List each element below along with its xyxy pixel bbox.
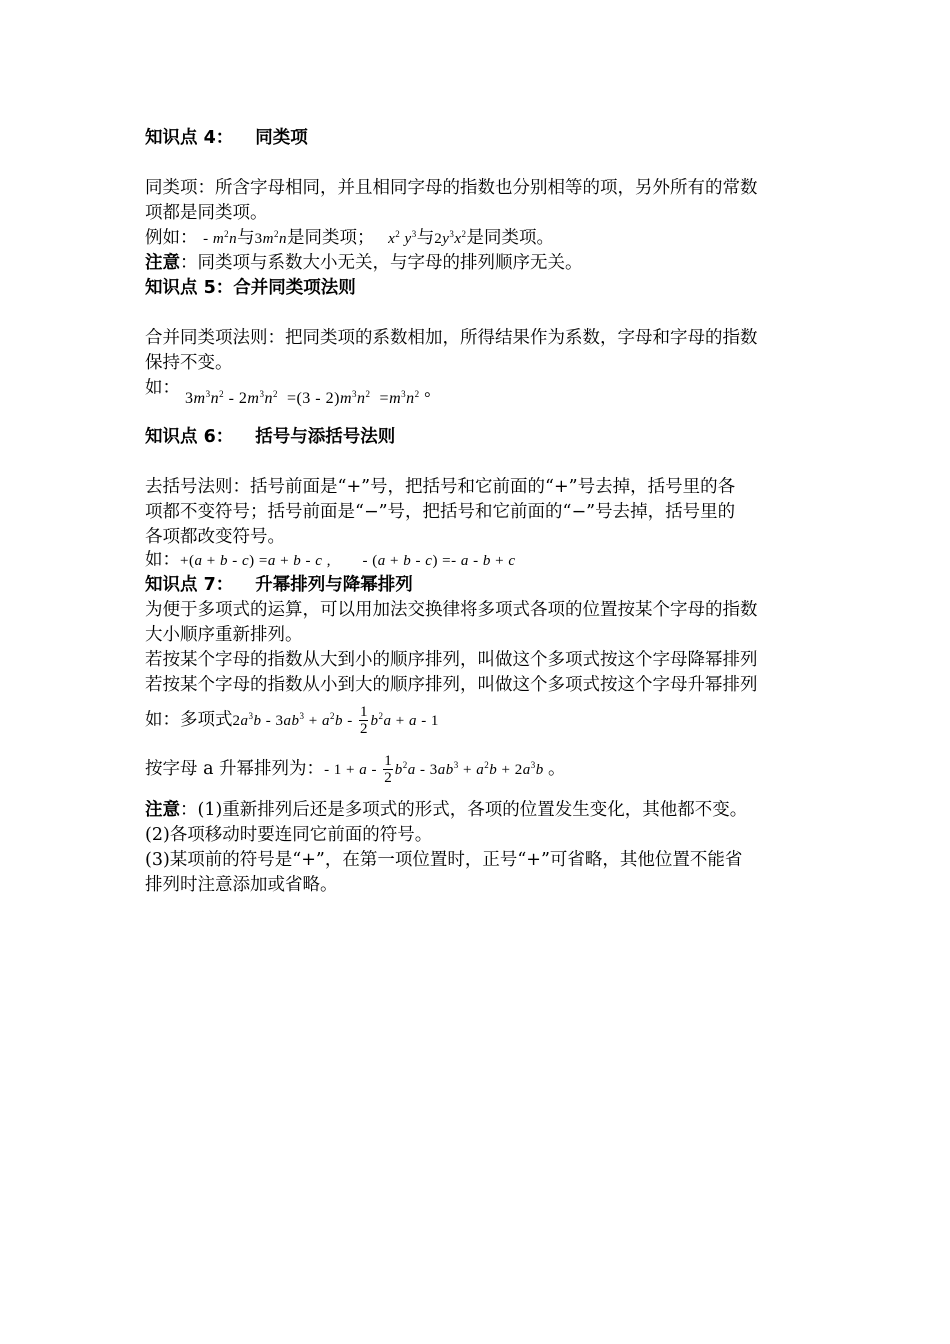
note-label: 注意: [145, 253, 180, 273]
k4-note: 注意：同类项与系数大小无关，与字母的排列顺序无关。: [145, 253, 583, 273]
k4-example: 例如： - $m^2n$与$3m^2n$是同类项； $x^2$ $y^3$与$2y^3x^2$是同类项。: [145, 228, 555, 248]
formula-remove-plus: +(a + b - c) =a + b - c ,: [180, 553, 331, 569]
formula-polynomial: $2a^3b - 3ab^3 + a^2b$ -: [232, 711, 357, 729]
k7-example: 如：多项式$2a^3b - 3ab^3 + a^2b$ - $\frac{1}{2}$ $b^2a + a - 1$: [145, 704, 439, 737]
formula-ascending: - 1 + a -: [324, 762, 382, 778]
k6-rule-line2: 项都不变符号；括号前面是“−”号，把括号和它前面的“−”号去掉，括号里的: [145, 502, 736, 522]
k5-example-prefix: 如：: [145, 378, 180, 398]
k6-rule-line1: 去括号法则：括号前面是“+”号，把括号和它前面的“+”号去掉，括号里的各: [145, 477, 736, 497]
k7-note3: (3)某项前的符号是“+”，在第一项位置时，正号“+”可省略，其他位置不能省: [145, 850, 743, 870]
note-label: 注意: [145, 800, 180, 820]
section-heading-k7: 知识点 7： 升幂排列与降幂排列: [145, 575, 413, 595]
section-heading-k4: [145, 126, 308, 150]
k7-note2: (2)各项移动时要连同它前面的符号。: [145, 825, 433, 845]
fraction-one-half: $\frac{1}{2}$: [359, 704, 368, 737]
k4-definition-line2: 项都是同类项。: [145, 203, 268, 223]
section-heading-k5: 知识点 5：合并同类项法则: [145, 278, 356, 298]
k5-rule-line2: 保持不变。: [145, 353, 233, 373]
heading-title: 同类项: [255, 128, 308, 148]
formula-term-d: $2y^3x^2$: [434, 229, 467, 247]
formula-term-b: $3m^2n$: [254, 229, 288, 247]
k7-intro-line1: 为便于多项式的运算，可以用加法交换律将多项式各项的位置按某个字母的指数: [145, 600, 758, 620]
example-prefix: 例如：: [145, 228, 198, 248]
formula-term-c: $x^2$ $y^3$: [388, 229, 417, 247]
formula-remove-minus: - (a + b - c) =- a - b + c: [362, 553, 516, 569]
k7-ascending-line: 若按某个字母的指数从小到大的顺序排列，叫做这个多项式按这个字母升幂排列: [145, 675, 758, 695]
k7-intro-line2: 大小顺序重新排列。: [145, 625, 303, 645]
k5-rule-line1: 合并同类项法则：把同类项的系数相加，所得结果作为系数，字母和字母的指数: [145, 328, 758, 348]
k6-rule-line3: 各项都改变符号。: [145, 527, 285, 547]
k7-note4: 排列时注意添加或省略。: [145, 875, 338, 895]
k4-definition-line1: 同类项：所含字母相同，并且相同字母的指数也分别相等的项，另外所有的常数: [145, 178, 758, 198]
formula-term-a: - $m^2n$: [203, 229, 238, 247]
heading-number: 知识点 4：: [145, 128, 234, 148]
k7-descending-line: 若按某个字母的指数从大到小的顺序排列，叫做这个多项式按这个字母降幂排列: [145, 650, 758, 670]
fraction-one-half: $\frac{1}{2}$: [384, 753, 392, 786]
section-heading-k6: 知识点 6： 括号与添括号法则: [145, 427, 396, 447]
k7-note1: 注意：(1)重新排列后还是多项式的形式，各项的位置发生变化，其他都不变。: [145, 800, 748, 820]
k7-ascending-example: 按字母 a 升幂排列为：- 1 + a - $\frac{1}{2}$ $b^2a - 3ab^3 + a^2b + 2a^3b$ 。: [145, 753, 566, 786]
k5-formula: $3m^3n^2 - 2m^3n^2 =(3 - 2)m^3n^2 =m^3n^2$ °: [185, 389, 432, 407]
k6-example: 如：+(a + b - c) =a + b - c , - (a + b - c) =- a - b + c: [145, 550, 516, 570]
